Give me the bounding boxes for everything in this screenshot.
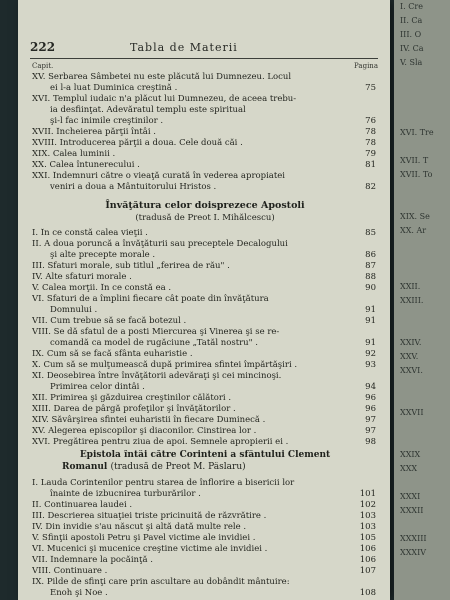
toc-entry [32,171,378,182]
toc-entry-text: IX. Pilde de sfinţi care prin ascultare au dobândit mântuire: [32,577,290,587]
next-page-fragment: I. Cre [400,2,423,11]
toc-entry-text: XVII. Încheierea părţii întâi . [32,127,156,137]
next-page-fragment: XVI. Tre [400,128,434,137]
toc-entry-text: şi alte precepte morale . [50,250,156,260]
toc-entry-page: 93 [365,360,376,370]
toc-entry [32,478,378,489]
toc-entry-page: 81 [365,160,376,170]
toc-entry-text: XIV. Săvârşirea sfintei euharistii în fiecare Duminecă . [32,415,266,425]
toc-entry [32,349,378,360]
next-page-fragment [394,98,450,112]
next-page-fragment [394,70,450,84]
toc-entry-page: 105 [359,533,376,543]
next-page-fragment [394,392,450,406]
toc-entry-text: VI. Mucenici şi mucenice creştine victime ale invidiei . [32,544,268,554]
toc-entry [32,72,378,83]
toc-entry [32,305,378,316]
toc-entry [32,105,378,116]
toc-entry-page: 90 [365,283,376,293]
toc-entry-text: XV. Serbarea Sâmbetei nu este plăcută lui Dumnezeu. Locul [32,72,292,82]
toc-entry-text: Domnului . [50,305,98,315]
toc-entry-text: IV. Alte sfaturi morale . [32,272,132,282]
toc-entry-page: 87 [365,261,376,271]
toc-entry-text: XI. Deosebirea între învăţătorii adevăraţi şi cei mincinoşi. [32,371,282,381]
toc-entry-text: XII. Primirea şi găzduirea creştinilor călători . [32,393,232,403]
next-page-fragment [394,420,450,434]
toc-entry-text: XX. Calea întunerecului . [32,160,140,170]
toc-entry-page: 76 [365,116,376,126]
toc-entry [32,272,378,283]
column-headers [32,62,378,70]
toc-entry-text: VIII. Continuare . [32,566,108,576]
toc-entry [32,544,378,555]
next-page-edge [394,0,450,600]
toc-entry-text: III. Descrierea situaţiei triste pricinuită de răzvrătire . [32,511,267,521]
toc-entry-text: I. Lauda Corintenilor pentru starea de înflorire a bisericii lor [32,478,295,488]
section-title-clement [32,462,390,472]
next-page-fragment: XXVII [400,408,424,417]
toc-entry [32,426,378,437]
toc-entry [32,83,378,94]
toc-entry-text: V. Sfinţii apostoli Petru şi Pavel victime ale invidiei . [32,533,256,543]
toc-entry-page: 82 [365,182,376,192]
book-page [18,0,390,600]
toc-entry [32,294,378,305]
toc-entry-page: 98 [365,437,376,447]
next-page-fragment [394,518,450,532]
next-page-fragment [394,476,450,490]
next-page-fragment [394,434,450,448]
toc-entry-text: ei l-a luat Duminica creştină . [50,83,178,93]
toc-entry-page: 79 [365,149,376,159]
chapter-column-label: Capit. [32,62,54,70]
next-page-fragment: XXXIV [400,548,427,557]
toc-entry-text: XVI. Templul iudaic n'a plăcut lui Dumnezeu, de aceea trebu- [32,94,297,104]
next-page-fragment: XX. Ar [400,226,427,235]
toc-entry-page: 103 [359,522,376,532]
section-translator-clement: (tradusă de Preot M. Pâslaru) [110,462,246,472]
toc-entry-page: 91 [365,338,376,348]
next-page-fragment: XXV. [400,352,419,361]
toc-entry-page: 106 [359,544,376,554]
next-page-fragment: XXXIII [400,534,427,543]
next-page-fragment: XVII. To [400,170,433,179]
toc-entry [32,533,378,544]
next-page-fragment: III. O [400,30,422,39]
toc-entry-page: 97 [365,415,376,425]
toc-entry-page: 78 [365,127,376,137]
next-page-fragment: XXII. [400,282,421,291]
toc-entry [32,500,378,511]
next-page-fragment: XXVI. [400,366,423,375]
next-page-fragment [394,196,450,210]
next-page-fragment [394,378,450,392]
toc-entry [32,577,378,588]
next-page-fragment: V. Sla [400,58,423,67]
next-page-fragment [394,182,450,196]
next-page-fragment [394,84,450,98]
toc-entry-text: IX. Cum să se facă sfânta euharistie . [32,349,193,359]
toc-entry [32,437,378,448]
toc-entry-page: 96 [365,404,376,414]
page-title: Tabla de Materii [130,41,238,54]
toc-entry [32,371,378,382]
page-number: 222 [30,40,56,54]
toc-section-1 [32,72,378,193]
toc-entry-text: II. A doua poruncă a învăţăturii sau preceptele Decalogului [32,239,288,249]
next-page-fragment [394,322,450,336]
toc-entry-page: 96 [365,393,376,403]
toc-entry-text: veniri a doua a Mântuitorului Hristos . [50,182,217,192]
toc-entry-text: III. Sfaturi morale, sub titlul „ferirea de rău" . [32,261,230,271]
toc-entry [32,94,378,105]
toc-entry-text: II. Continuarea laudei . [32,500,133,510]
toc-entry [32,283,378,294]
next-page-fragment [394,112,450,126]
toc-entry [32,489,378,500]
toc-section-2 [32,228,378,448]
toc-entry-page: 86 [365,250,376,260]
toc-entry-page: 85 [365,228,376,238]
next-page-fragment [394,308,450,322]
toc-entry-text: XV. Alegerea episcopilor şi diaconilor. Cinstirea lor . [32,426,257,436]
toc-entry [32,404,378,415]
section-title-clement-line1: Epistola întâi către Corinteni a sfântului Clement [79,450,331,460]
toc-entry-text: Primirea celor dintâi . [50,382,145,392]
toc-entry-page: 102 [359,500,376,510]
toc-entry [32,160,378,171]
next-page-fragment: IV. Ca [400,44,424,53]
toc-entry [32,138,378,149]
toc-entry-page: 101 [359,489,376,499]
toc-entry [32,149,378,160]
next-page-fragment: XVII. T [400,156,429,165]
toc-entry-page: 94 [365,382,376,392]
toc-entry [32,511,378,522]
toc-entry [32,382,378,393]
next-page-fragment: XXXI [400,492,421,501]
section-subtitle-didache: (tradusă de Preot I. Mihălcescu) [135,213,275,223]
toc-entry-page: 108 [359,588,376,598]
toc-entry-text: XVIII. Introducerea părţii a doua. Cele două căi . [32,138,243,148]
toc-entry-page: 91 [365,305,376,315]
page-header [30,40,378,59]
toc-entry [32,522,378,533]
next-page-fragment: XXIX [400,450,421,459]
toc-entry-text: şi-l fac inimile creştinilor . [50,116,164,126]
toc-entry-text: XIII. Darea de pârgă profeţilor şi învăţătorilor . [32,404,236,414]
next-page-fragment: XIX. Se [400,212,430,221]
toc-entry [32,239,378,250]
toc-entry-text: VII. Îndemnare la pocăinţă . [32,555,153,565]
toc-entry-text: înainte de izbucnirea turburărilor . [50,489,201,499]
toc-entry-page: 107 [359,566,376,576]
next-page-fragment: XXIII. [400,296,424,305]
toc-entry-page: 103 [359,511,376,521]
toc-entry-page: 75 [365,83,376,93]
next-page-fragment [394,140,450,154]
toc-entry [32,555,378,566]
toc-section-3 [32,478,378,599]
next-page-fragment [394,266,450,280]
next-page-fragment [394,238,450,252]
toc-entry [32,261,378,272]
toc-entry [32,360,378,371]
next-page-fragment: II. Ca [400,16,423,25]
toc-entry [32,588,378,599]
section-title-clement-line2: Romanul [62,462,108,472]
toc-entry-text: X. Cum să se mulţumească după primirea sfintei împărtăşiri . [32,360,298,370]
toc-entry [32,393,378,404]
toc-entry-text: comandă ca model de rugăciune „Tatăl nostru" . [50,338,258,348]
toc-entry-page: 91 [365,316,376,326]
next-page-fragment: XXXII [400,506,424,515]
toc-entry [32,228,378,239]
next-page-fragment [394,252,450,266]
toc-entry-page: 92 [365,349,376,359]
toc-entry-text: XXI. Îndemnuri către o vieaţă curată în vederea apropiatei [32,171,286,181]
toc-entry-page: 106 [359,555,376,565]
toc-entry [32,327,378,338]
next-page-fragment: XXX [400,464,418,473]
toc-entry-text: XIX. Calea luminii . [32,149,116,159]
toc-entry [32,316,378,327]
toc-entry-page: 97 [365,426,376,436]
toc-entry-page: 78 [365,138,376,148]
next-page-fragment: XXIV. [400,338,422,347]
page-column-label: Pagina [354,62,378,70]
toc-entry [32,250,378,261]
toc-entry-page: 88 [365,272,376,282]
toc-entry [32,566,378,577]
toc-entry [32,182,378,193]
toc-entry [32,116,378,127]
toc-entry-text: XVI. Pregătirea pentru ziua de apoi. Semnele apropierii ei . [32,437,289,447]
toc-entry-text: VIII. Se dă sfatul de a posti Miercurea şi Vinerea şi se re- [32,327,280,337]
toc-entry-text: VI. Sfaturi de a împlini fiecare cât poate din învăţătura [32,294,269,304]
toc-entry-text: VII. Cum trebue să se facă botezul . [32,316,187,326]
toc-entry-text: I. În ce constă calea vieţii . [32,228,148,238]
toc-entry-text: Enoh şi Noe . [50,588,108,598]
toc-entry-text: ia desfiinţat. Adevăratul templu este spiritual [50,105,246,115]
toc-entry [32,415,378,426]
toc-entry [32,127,378,138]
toc-entry-text: V. Calea morţii. În ce constă ea . [32,283,172,293]
section-title-didache: Învăţătura celor doisprezece Apostoli [105,200,305,211]
toc-entry [32,338,378,349]
toc-entry-text: IV. Din invidie s'au născut şi altă dată multe rele . [32,522,247,532]
